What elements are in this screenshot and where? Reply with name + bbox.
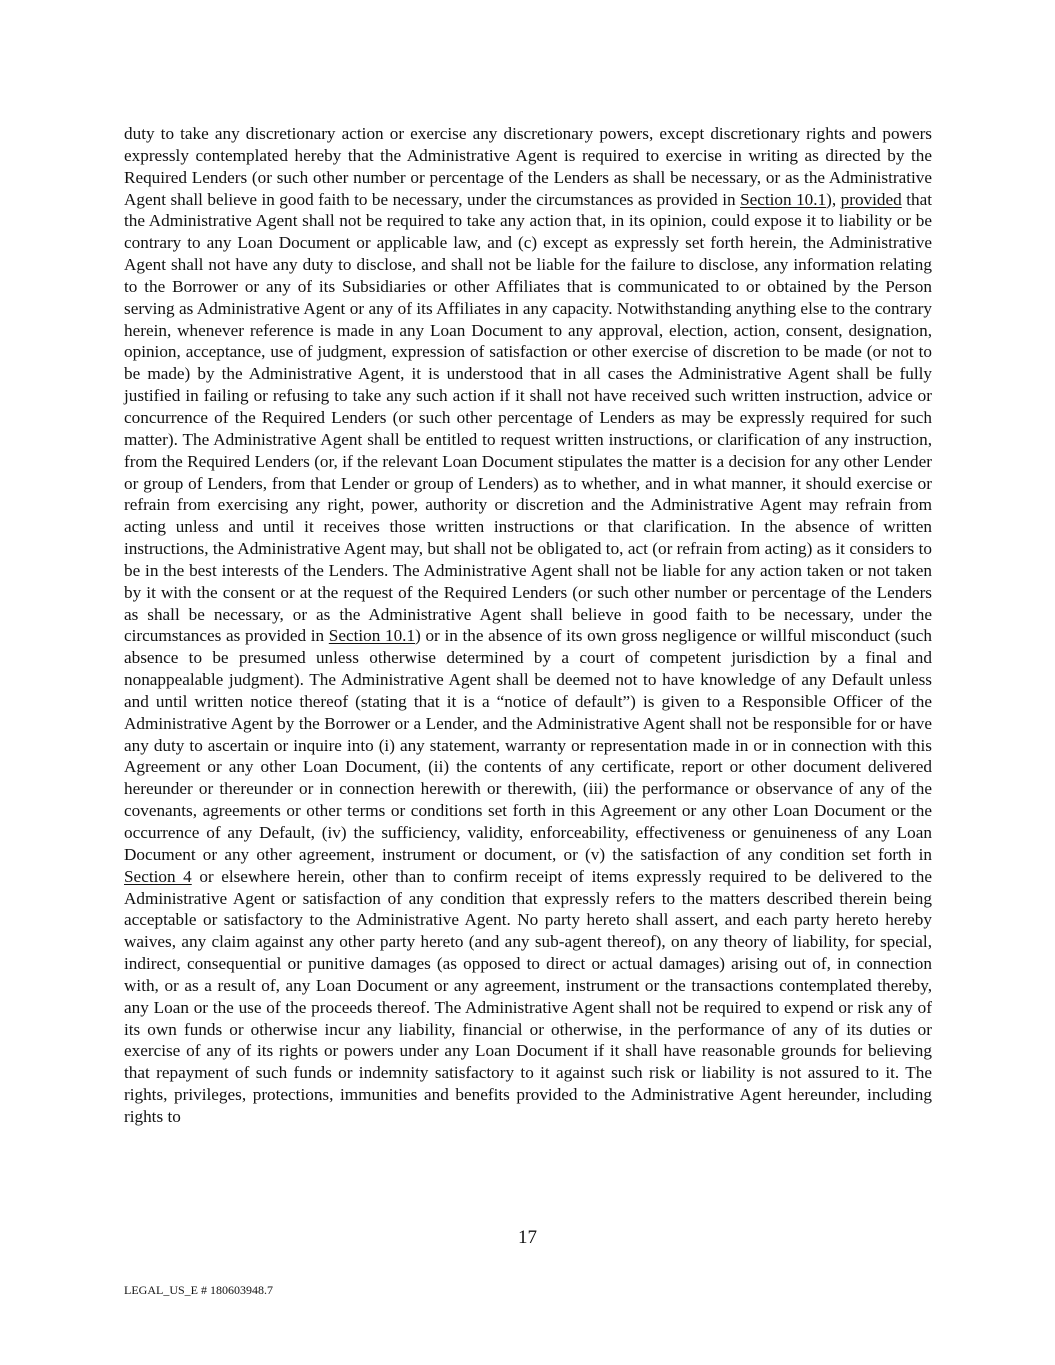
body-text-segment: ), bbox=[826, 189, 841, 209]
section-4-reference: Section 4 bbox=[124, 866, 192, 886]
body-text-segment: that the Administrative Agent shall not be required to take any action that, in its opinion, could expose it to liability or be contrary to any Loan Document or applicable law, and (c) except as expressly set forth herein, the Administrative Agent shall not have any duty to disclose, and shall not be liable for the failure to disclose, any information relating to the Borrower or any of its Subsidiaries or other Affiliates that is communicated to or obtained by the Person serving as Administrative Agent or any of its Affiliates in any capacity. Notwithstanding anything else to the contrary herein, whenever reference is made in any Loan Document to any approval, election, action, consent, designation, opinion, acceptance, use of judgment, expression of satisfaction or other exercise of discretion to be made (or not to be made) by the Administrative Agent, it is understood that in all cases the Administrative Agent shall be fully justified in failing or refusing to take any such action if it shall not have received such written instruction, advice or concurrence of the Required Lenders (or such other percentage of Lenders as may be expressly required for such matter). The Administrative Agent shall be entitled to request written instructions, or clarification of any instruction, from the Required Lenders (or, if the relevant Loan Document stipulates the matter is a decision for any other Lender or group of Lenders, from that Lender or group of Lenders) as to whether, and in what manner, it should exercise or refrain from exercising any right, power, authority or discretion and the Administrative Agent may refrain from acting unless and until it receives those written instructions or that clarification. In the absence of written instructions, the Administrative Agent may, but shall not be obligated to, act (or refrain from acting) as it considers to be in the best interests of the Lenders. The Administrative Agent shall not be liable for any action taken or not taken by it with the consent or at the request of the Required Lenders (or such other number or percentage of the Lenders as shall be necessary, or as the Administrative Agent shall believe in good faith to be necessary, under the circumstances as provided in bbox=[124, 189, 932, 646]
body-paragraph bbox=[124, 123, 932, 1128]
provided-term: provided bbox=[840, 189, 902, 209]
section-10-1-reference: Section 10.1 bbox=[740, 189, 827, 209]
page-number: 17 bbox=[518, 1227, 537, 1248]
footer-document-id: LEGAL_US_E # 180603948.7 bbox=[124, 1283, 273, 1297]
section-10-1-reference: Section 10.1 bbox=[328, 626, 416, 646]
body-text-segment: duty to take any discretionary action or exercise any discretionary powers, except discretionary rights and powers expressly contemplated hereby that the Administrative Agent is required to exercise in writing as directed by the Required Lenders (or such other number or percentage of the Lenders as shall be necessary, or as the Administrative Agent shall believe in good faith to be necessary, under the circumstances as provided in bbox=[124, 124, 932, 209]
body-text-segment: or elsewhere herein, other than to confirm receipt of items expressly required to be delivered to the Administrative Agent or satisfaction of any condition that expressly refers to the matters described therein being acceptable or satisfactory to the Administrative Agent. No party hereto shall assert, and each party hereto hereby waives, any claim against any other party hereto (and any sub-agent thereof), on any theory of liability, for special, indirect, consequential or punitive damages (as opposed to direct or actual damages) arising out of, in connection with, or as a result of, any Loan Document or any agreement, instrument or the transactions contemplated thereby, any Loan or the use of the proceeds thereof. The Administrative Agent shall not be required to expend or risk any of its own funds or otherwise incur any liability, financial or otherwise, in the performance of any of its duties or exercise of any of its rights or powers under any Loan Document if it shall have reasonable grounds for believing that repayment of such funds or indemnity satisfactory to it against such risk or liability is not assured to it. The rights, privileges, protections, immunities and benefits provided to the Administrative Agent hereunder, including rights to bbox=[124, 866, 932, 1126]
body-text-segment: ) or in the absence of its own gross negligence or willful misconduct (such absence to be presumed unless otherwise determined by a court of competent jurisdiction by a final and nonappealable judgment). The Administrative Agent shall be deemed not to have knowledge of any Default unless and until written notice thereof (stating that it is a “notice of default”) is given to a Responsible Officer of the Administrative Agent by the Borrower or a Lender, and the Administrative Agent shall not be responsible for or have any duty to ascertain or inquire into (i) any statement, warranty or representation made in or in connection with this Agreement or any other Loan Document, (ii) the contents of any certificate, report or other document delivered hereunder or thereunder or in connection herewith or therewith, (iii) the performance or observance of any of the covenants, agreements or other terms or conditions set forth in this Agreement or any other Loan Document or the occurrence of any Default, (iv) the sufficiency, validity, enforceability, effectiveness or genuineness of any Loan Document or any other agreement, instrument or document, or (v) the satisfaction of any condition set forth in bbox=[124, 626, 932, 864]
